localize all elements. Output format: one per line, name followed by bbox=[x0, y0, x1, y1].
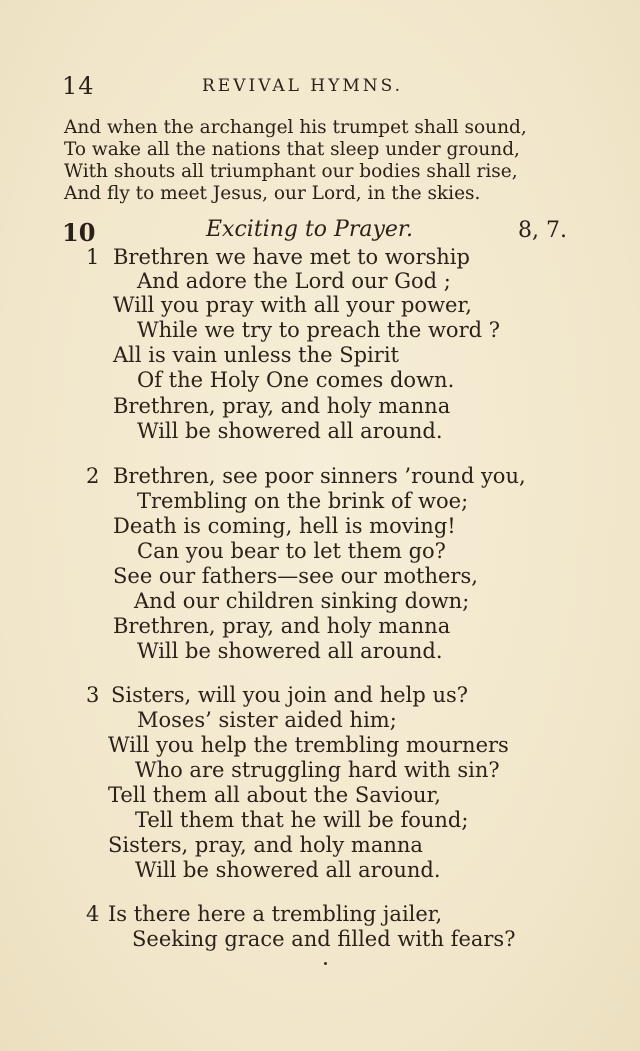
verse-line: While we try to preach the word ? bbox=[137, 318, 500, 342]
verse-line: Will you pray with all your power, bbox=[113, 293, 472, 317]
hymn-title: Exciting to Prayer. bbox=[206, 217, 414, 242]
verse-line: Of the Holy One comes down. bbox=[137, 368, 455, 392]
verse-number: 4 bbox=[86, 902, 100, 926]
previous-hymn-line: And fly to meet Jesus, our Lord, in the skies. bbox=[64, 183, 481, 204]
verse-line: Sisters, pray, and holy manna bbox=[108, 833, 423, 857]
previous-hymn-line: With shouts all triumphant our bodies shall rise, bbox=[64, 161, 518, 182]
verse-line: Is there here a trembling jailer, bbox=[108, 902, 443, 926]
verse-line: And our children sinking down; bbox=[134, 589, 470, 613]
verse-number: 3 bbox=[86, 683, 100, 707]
verse-line: Sisters, will you join and help us? bbox=[111, 683, 468, 707]
page-number: 14 bbox=[62, 72, 95, 100]
verse-line: Will you help the trembling mourners bbox=[108, 733, 509, 757]
running-title: REVIVAL HYMNS. bbox=[202, 76, 404, 96]
verse-line: Brethren, see poor sinners ’round you, bbox=[113, 464, 526, 488]
verse-line: Tell them that he will be found; bbox=[135, 808, 469, 832]
previous-hymn-line: And when the archangel his trumpet shall sound, bbox=[64, 117, 527, 138]
verse-line: Brethren, pray, and holy manna bbox=[113, 614, 451, 638]
verse-line: Brethren, pray, and holy manna bbox=[113, 394, 451, 418]
ink-speck bbox=[324, 962, 327, 965]
verse-line: All is vain unless the Spirit bbox=[113, 343, 399, 367]
verse-line: Seeking grace and filled with fears? bbox=[132, 927, 516, 951]
hymn-number: 10 bbox=[62, 218, 96, 247]
previous-hymn-line: To wake all the nations that sleep under ground, bbox=[64, 139, 520, 160]
verse-line: And adore the Lord our God ; bbox=[137, 269, 451, 293]
verse-line: Can you bear to let them go? bbox=[137, 539, 446, 563]
verse-line: Moses’ sister aided him; bbox=[137, 708, 397, 732]
verse-line: Death is coming, hell is moving! bbox=[113, 514, 456, 538]
verse-line: Tell them all about the Saviour, bbox=[108, 783, 441, 807]
verse-number: 1 bbox=[86, 245, 100, 269]
verse-line: Trembling on the brink of woe; bbox=[137, 489, 469, 513]
verse-number: 2 bbox=[86, 464, 100, 488]
hymn-meter: 8, 7. bbox=[518, 218, 567, 243]
verse-line: Will be showered all around. bbox=[137, 639, 443, 663]
verse-line: Will be showered all around. bbox=[137, 419, 443, 443]
verse-line: Brethren we have met to worship bbox=[113, 245, 470, 269]
verse-line: Who are struggling hard with sin? bbox=[135, 758, 500, 782]
verse-line: Will be showered all around. bbox=[135, 858, 441, 882]
verse-line: See our fathers—see our mothers, bbox=[113, 564, 478, 588]
